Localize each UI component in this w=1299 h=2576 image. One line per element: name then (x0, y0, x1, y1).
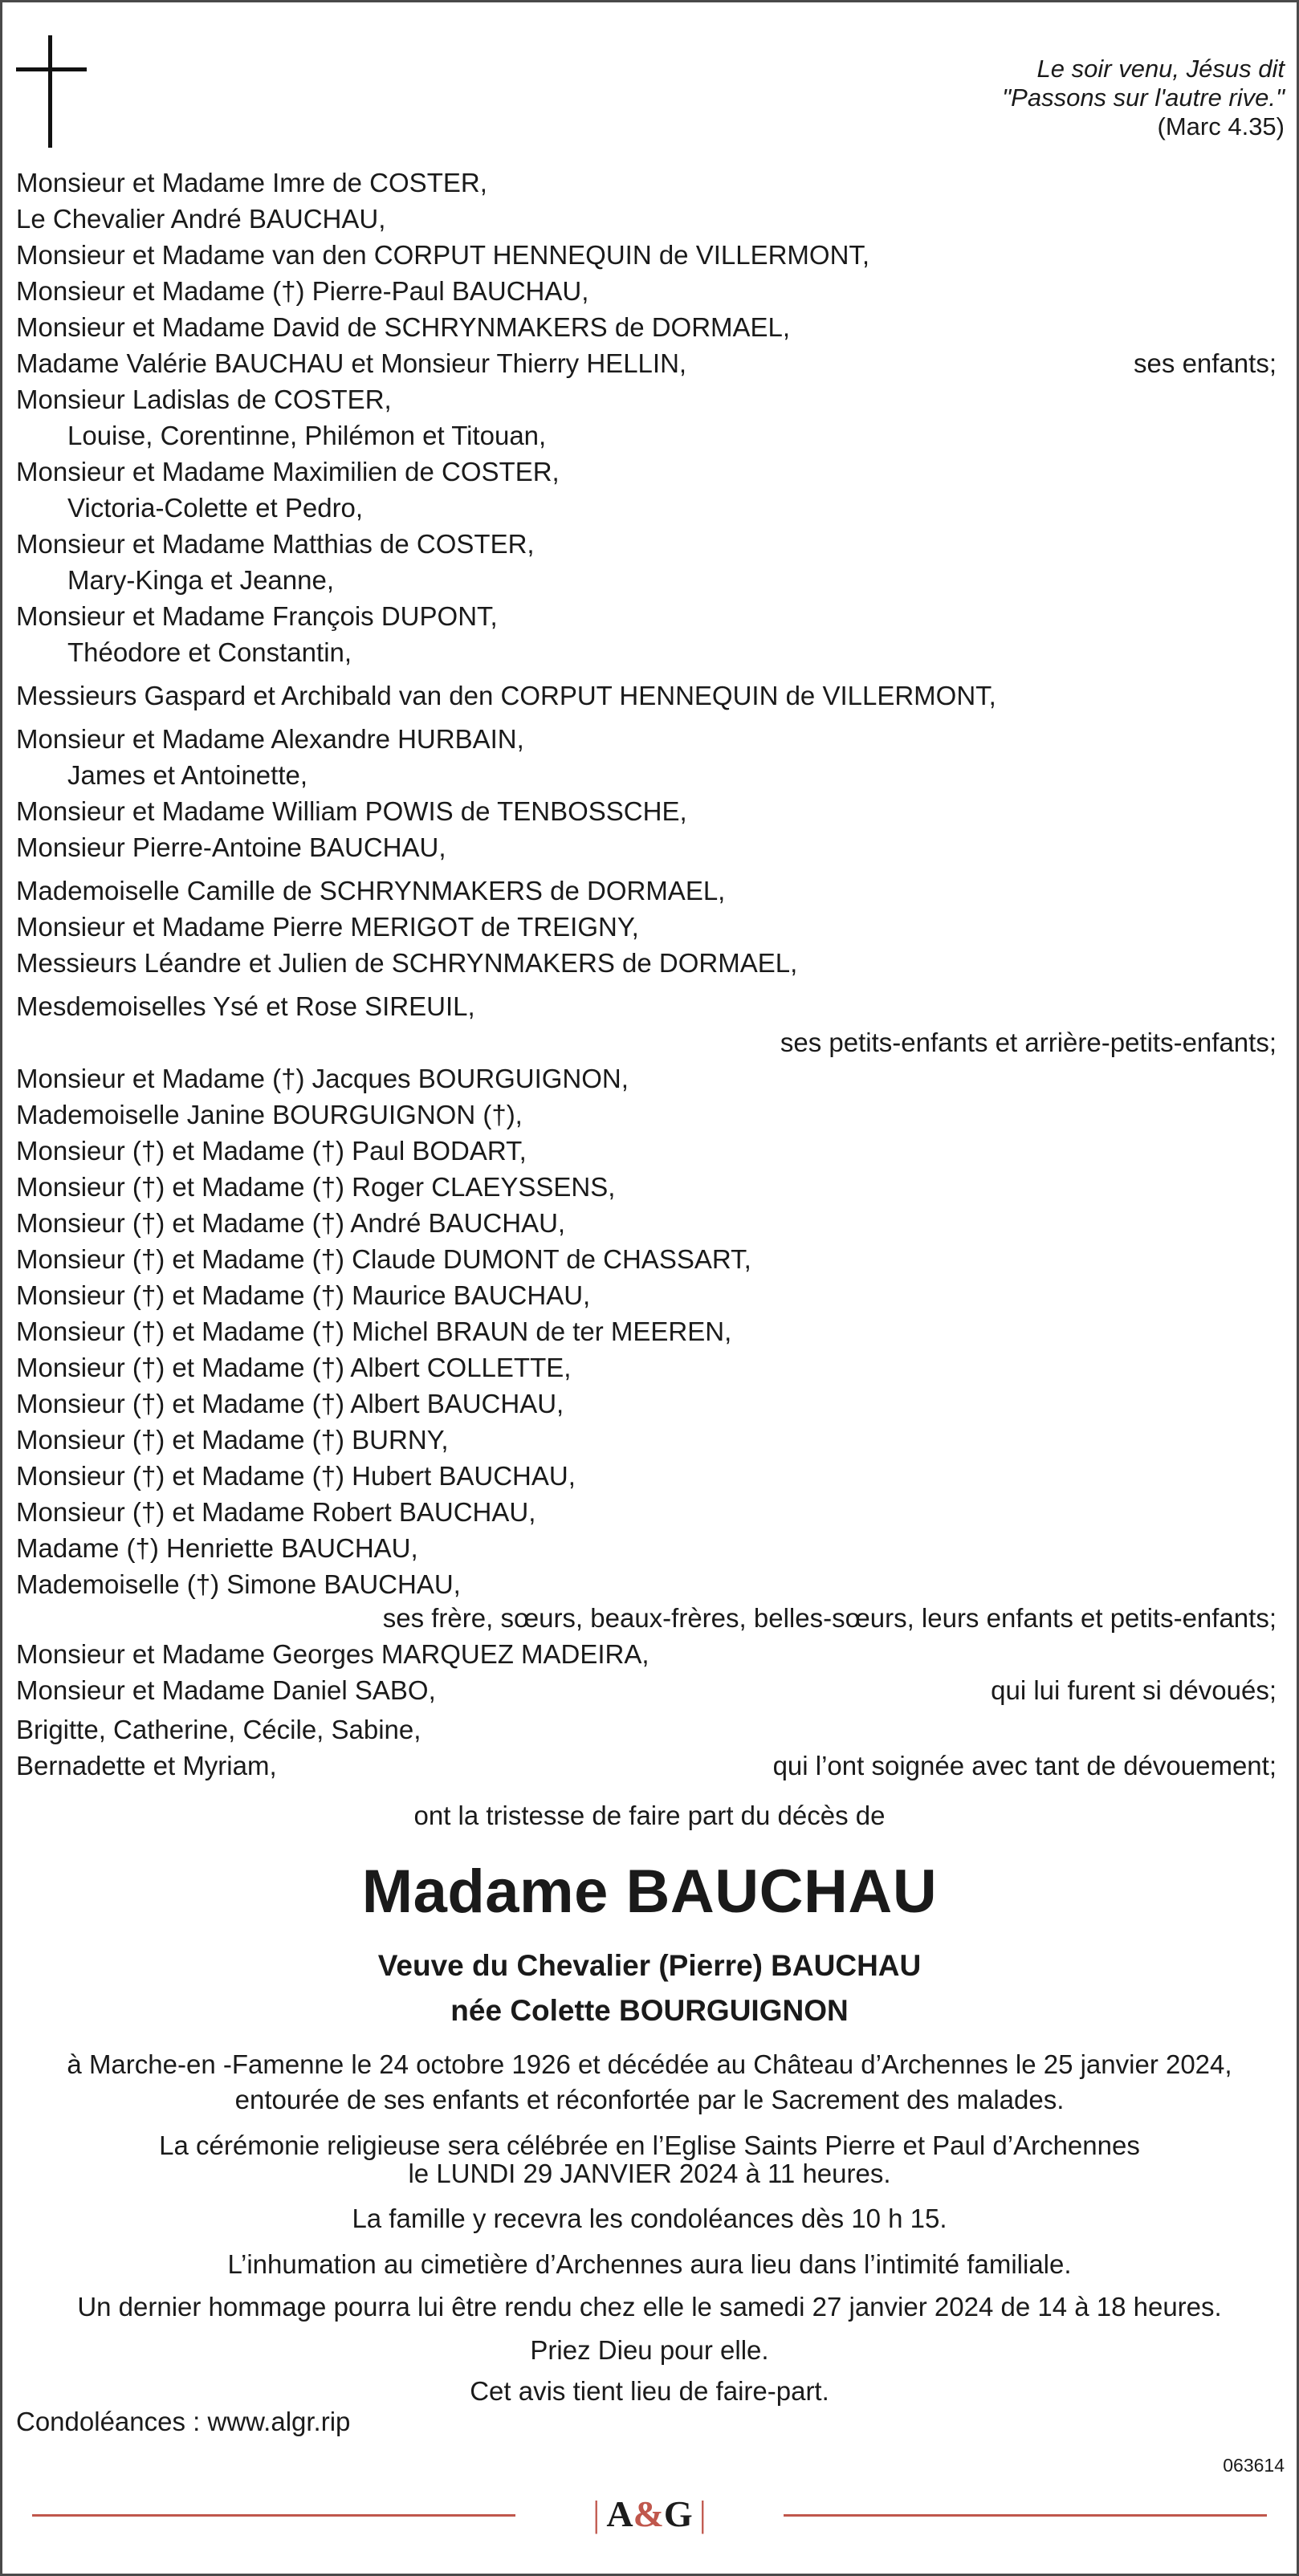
family-line: Monsieur (†) et Madame (†) Michel BRAUN de ter MEEREN, (16, 1316, 732, 1346)
family-line: Monsieur (†) et Madame (†) Hubert BAUCHAU, (16, 1461, 576, 1491)
family-line: Monsieur (†) et Madame Robert BAUCHAU, (16, 1497, 536, 1527)
footer-divider-left (32, 2514, 515, 2517)
family-line: Monsieur et Madame François DUPONT, (16, 601, 498, 631)
family-line: Monsieur (†) et Madame (†) André BAUCHAU, (16, 1208, 566, 1238)
bible-quote (1002, 55, 1285, 141)
family-line: Monsieur et Madame Pierre MERIGOT de TREIGNY, (16, 912, 639, 942)
family-line: Monsieur Pierre-Antoine BAUCHAU, (16, 832, 446, 862)
family-line: Monsieur Ladislas de COSTER, (16, 385, 392, 414)
condolences-link[interactable]: Condoléances : www.algr.rip (16, 2407, 351, 2436)
family-line: Brigitte, Catherine, Cécile, Sabine, (16, 1715, 421, 1744)
announcement-intro: ont la tristesse de faire part du décès de (413, 1801, 886, 1830)
relation-label: ses frère, sœurs, beaux-frères, belles-sœurs, leurs enfants et petits-enfants; (382, 1603, 1277, 1633)
family-line: Monsieur et Madame Daniel SABO, qui lui furent si dévoués; (0, 1672, 1299, 1708)
family-line: Messieurs Léandre et Julien de SCHRYNMAKERS de DORMAEL, (16, 948, 798, 978)
family-line: Monsieur et Madame van den CORPUT HENNEQUIN de VILLERMONT, (16, 240, 870, 270)
family-line: Monsieur et Madame Matthias de COSTER, (16, 529, 535, 559)
family-line: Monsieur (†) et Madame (†) Roger CLAEYSSENS, (16, 1172, 616, 1202)
family-line: Théodore et Constantin, (67, 637, 352, 667)
quote-line-2: "Passons sur l'autre rive." (1002, 83, 1285, 112)
family-line: Mesdemoiselles Ysé et Rose SIREUIL, (16, 991, 475, 1021)
family-line: Madame Valérie BAUCHAU et Monsieur Thierry HELLIN, ses enfants; (0, 345, 1299, 381)
family-line: Monsieur et Madame David de SCHRYNMAKERS de DORMAEL, (16, 312, 791, 342)
family-line: Louise, Corentinne, Philémon et Titouan, (67, 421, 547, 450)
family-line: Mademoiselle Camille de SCHRYNMAKERS de DORMAEL, (16, 876, 726, 905)
family-line: Victoria-Colette et Pedro, (67, 493, 364, 523)
family-line: James et Antoinette, (67, 760, 308, 790)
family-line: Mary-Kinga et Jeanne, (67, 565, 335, 595)
quote-line-1: Le soir venu, Jésus dit (1036, 55, 1285, 83)
family-line: Mademoiselle Janine BOURGUIGNON (†), (16, 1100, 523, 1129)
announcement-line: entourée de ses enfants et réconfortée par le Sacrement des malades. (234, 2085, 1065, 2114)
relation-label: qui l’ont soignée avec tant de dévouement; (772, 1751, 1277, 1780)
family-line: Monsieur et Madame Georges MARQUEZ MADEIRA, (16, 1639, 650, 1669)
family-line (0, 1600, 1299, 1636)
footer-divider-right (784, 2514, 1267, 2517)
announcement-line: le LUNDI 29 JANVIER 2024 à 11 heures. (408, 2159, 891, 2188)
announcement-line: Un dernier hommage pourra lui être rendu chez elle le samedi 27 janvier 2024 de 14 à 18 heures. (77, 2292, 1222, 2322)
widow-of: Veuve du Chevalier (Pierre) BAUCHAU (377, 1949, 922, 1982)
family-line: Monsieur (†) et Madame (†) Claude DUMONT de CHASSART, (16, 1244, 751, 1274)
family-line: Monsieur et Madame William POWIS de TENBOSSCHE, (16, 796, 687, 826)
family-line: Monsieur et Madame (†) Jacques BOURGUIGNON, (16, 1064, 629, 1093)
relation-label: ses petits-enfants et arrière-petits-enfants; (780, 1028, 1277, 1057)
announcement-line: à Marche-en -Famenne le 24 octobre 1926 et décédée au Château d’Archennes le 25 janvier 2024, (67, 2049, 1232, 2079)
family-line: Monsieur et Madame (†) Pierre-Paul BAUCHAU, (16, 276, 589, 306)
family-line: Monsieur (†) et Madame (†) BURNY, (16, 1425, 449, 1455)
announcement-line: L’inhumation au cimetière d’Archennes aura lieu dans l’intimité familiale. (227, 2249, 1072, 2279)
deceased-name: Madame BAUCHAU (361, 1858, 938, 1926)
family-line: Monsieur et Madame Maximilien de COSTER, (16, 457, 560, 486)
family-line: Monsieur (†) et Madame (†) Albert BAUCHAU, (16, 1389, 564, 1418)
announcement-line: Cet avis tient lieu de faire-part. (470, 2376, 829, 2406)
family-line: Monsieur (†) et Madame (†) Maurice BAUCHAU, (16, 1280, 591, 1310)
family-line: Le Chevalier André BAUCHAU, (16, 204, 386, 234)
relation-label: ses enfants; (1134, 348, 1277, 378)
family-line (0, 1024, 1299, 1060)
announcement-line: La famille y recevra les condoléances dès 10 h 15. (352, 2204, 947, 2233)
family-line: Mademoiselle (†) Simone BAUCHAU, (16, 1569, 461, 1599)
family-line: Monsieur (†) et Madame (†) Paul BODART, (16, 1136, 527, 1166)
quote-reference: (Marc 4.35) (1157, 112, 1285, 140)
birth-name: née Colette BOURGUIGNON (450, 1994, 849, 2027)
family-line: Madame (†) Henriette BAUCHAU, (16, 1533, 418, 1563)
reference-number: 063614 (1223, 2455, 1285, 2476)
family-line: Monsieur et Madame Imre de COSTER, (16, 168, 487, 197)
family-line: Messieurs Gaspard et Archibald van den CORPUT HENNEQUIN de VILLERMONT, (16, 681, 996, 710)
family-line: Bernadette et Myriam, qui l’ont soignée avec tant de dévouement; (0, 1748, 1299, 1784)
announcement-line: Priez Dieu pour elle. (530, 2335, 769, 2365)
announcement-line: La cérémonie religieuse sera célébrée en l’Eglise Saints Pierre et Paul d’Archennes (159, 2130, 1140, 2160)
family-line: Monsieur (†) et Madame (†) Albert COLLETTE, (16, 1353, 572, 1382)
ag-logo: | A&G | (592, 2493, 707, 2534)
family-line: Monsieur et Madame Alexandre HURBAIN, (16, 724, 524, 754)
relation-label: qui lui furent si dévoués; (991, 1675, 1277, 1705)
